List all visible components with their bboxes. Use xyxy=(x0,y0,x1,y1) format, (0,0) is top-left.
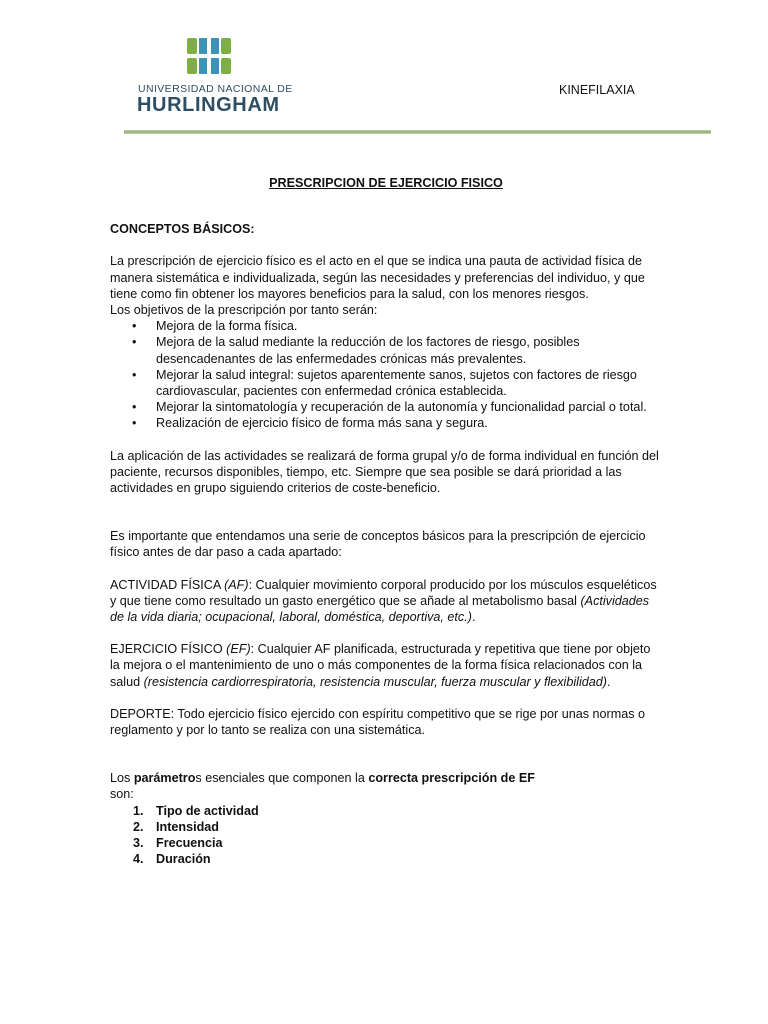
list-label: Intensidad xyxy=(156,819,219,834)
list-item: • Mejora de la forma física. xyxy=(110,318,662,334)
af-definition xyxy=(110,577,662,626)
list-item: • Mejora de la salud mediante la reducción de los factores de riesgo, posibles desencadenantes de las enfermedades crónicas más prevalentes. xyxy=(110,334,662,366)
list-number: 3. xyxy=(133,836,144,851)
ef-end: . xyxy=(606,674,611,689)
ef-example: (resistencia cardiorrespiratoria, resistencia muscular, fuerza muscular y flexibilidad) xyxy=(143,674,607,689)
page-title: PRESCRIPCION DE EJERCICIO FISICO xyxy=(269,176,503,190)
parameters-list xyxy=(110,803,662,868)
course-name: KINEFILAXIA xyxy=(559,83,635,97)
document-body xyxy=(110,175,662,868)
objectives-list xyxy=(110,318,662,431)
list-item: • Realización de ejercicio físico de forma más sana y segura. xyxy=(110,415,662,431)
ef-definition xyxy=(110,641,662,690)
params-lead xyxy=(110,770,662,802)
deporte-definition: DEPORTE: Todo ejercicio físico ejercido con espíritu competitivo que se rige por unas normas o reglamento y por lo tanto se realiza con una sistemática. xyxy=(110,706,646,738)
list-number: 2. xyxy=(133,819,144,834)
params-lead-part: s esenciales que componen la xyxy=(195,771,369,786)
logo-university-name: HURLINGHAM xyxy=(137,94,280,116)
section-heading: CONCEPTOS BÁSICOS: xyxy=(110,222,255,237)
university-logo xyxy=(112,30,302,126)
af-abbr: (AF) xyxy=(224,577,249,592)
intro-paragraph: La prescripción de ejercicio físico es el acto en el que se indica una pauta de actividad física de manera sistemática e individualizada, según las necesidades y preferencias del individuo, y que tiene como fin obtener los mayores beneficios para la salud, con los menores riesgos. xyxy=(110,254,645,301)
list-number: 4. xyxy=(133,852,144,867)
university-logo-icon xyxy=(187,38,231,74)
params-lead-part: Los xyxy=(110,771,134,786)
application-paragraph: La aplicación de las actividades se realizará de forma grupal y/o de forma individual en función del paciente, recursos disponibles, tiempo, etc. Siempre que sea posible se dará prioridad a las actividades en grupo siguiendo criterios de coste-beneficio. xyxy=(110,448,659,496)
list-label: Duración xyxy=(156,852,211,867)
header-divider xyxy=(124,130,711,134)
params-lead-bold: parámetro xyxy=(133,771,196,786)
concepts-intro: Es importante que entendamos una serie de conceptos básicos para la prescripción de ejercicio físico antes de dar paso a cada apartado: xyxy=(110,529,646,560)
list-label: Frecuencia xyxy=(156,836,223,851)
af-example: (Actividades de la vida diaria; ocupacional, laboral, doméstica, deportiva, etc.) xyxy=(110,593,650,625)
list-item xyxy=(110,819,662,835)
list-item xyxy=(110,803,662,819)
list-item: • Mejorar la salud integral: sujetos aparentemente sanos, sujetos con factores de riesgo cardiovascular, pacientes con enfermedad crónica establecida. xyxy=(110,367,662,399)
logo-university-label: UNIVERSIDAD NACIONAL DE xyxy=(138,83,293,95)
list-item xyxy=(110,835,662,851)
params-lead-bold: correcta prescripción de EF xyxy=(368,771,535,786)
af-text: : Cualquier movimiento corporal producido por los músculos esqueléticos y que tiene como resultado un gasto energético que se añade al metabolismo basal xyxy=(110,577,657,608)
list-label: Tipo de actividad xyxy=(156,803,259,818)
params-lead-part: son: xyxy=(110,787,134,802)
list-item xyxy=(110,851,662,867)
af-term: ACTIVIDAD FÍSICA xyxy=(110,577,225,592)
af-end: . xyxy=(471,610,476,625)
ef-text: : Cualquier AF planificada, estructurada y repetitiva que tiene por objeto la mejora o el mantenimiento de uno o más componentes de la forma física relacionados con la salud xyxy=(110,642,651,689)
list-number: 1. xyxy=(133,803,144,818)
ef-abbr: (EF) xyxy=(226,642,251,657)
list-item: • Mejorar la sintomatología y recuperación de la autonomía y funcionalidad parcial o total. xyxy=(110,399,662,415)
objectives-lead: Los objetivos de la prescripción por tanto serán: xyxy=(110,303,378,318)
ef-term: EJERCICIO FÍSICO xyxy=(110,642,227,657)
